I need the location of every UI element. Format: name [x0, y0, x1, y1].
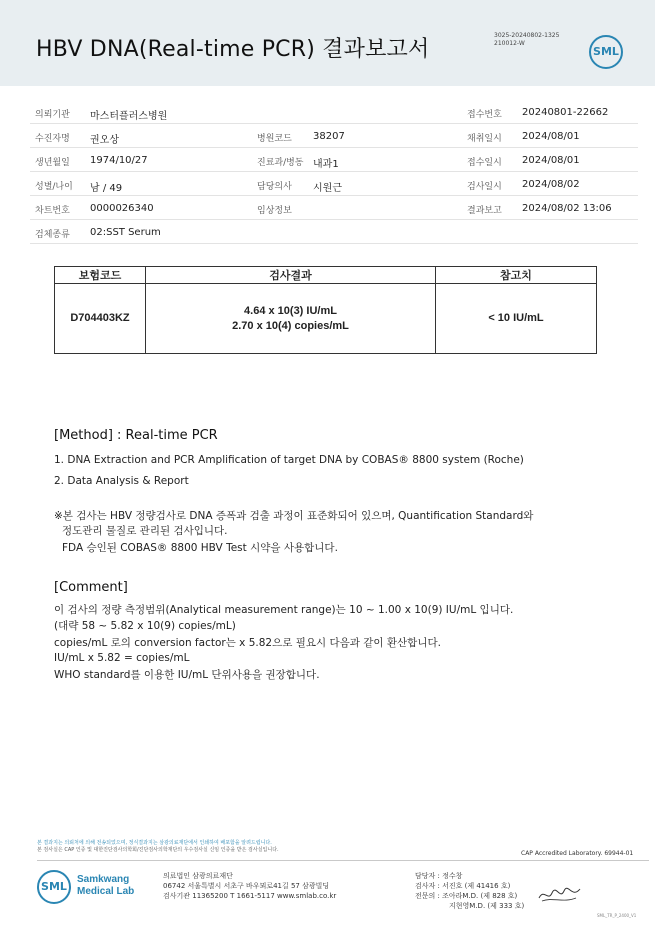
info-row [30, 148, 638, 172]
footer-address [163, 871, 336, 901]
footer-brand [77, 874, 134, 898]
footer-notes [37, 840, 279, 854]
comment-line: IU/mL x 5.82 = copies/mL [54, 652, 190, 664]
comment-line: copies/mL 로의 conversion factor는 x 5.82으로 필요시 다음과 같이 환산합니다. [54, 637, 441, 649]
report-header [0, 0, 655, 86]
test-result-header: 검사결과 [146, 267, 436, 284]
comment-title: [Comment] [54, 580, 128, 595]
staff-line: 검사자 : 서진호 (제 41416 호) [415, 882, 511, 890]
signature-icon [536, 884, 584, 906]
sex-age-label: 성별/나이 [35, 182, 73, 192]
info-row [30, 172, 638, 196]
document-number-line-1: 3025-20240802-1325 [494, 32, 560, 39]
receipt-no-label: 접수번호 [467, 110, 502, 120]
result-iu-value: 4.64 x 10(3) IU/mL [244, 304, 337, 317]
footer-divider [37, 860, 649, 861]
footer-note-2: 본 검사실은 CAP 인증 및 대한진단검사의학회/진단검사의학재단의 우수검사실 신임 인증을 받은 검사실입니다. [37, 847, 279, 853]
insurance-code-cell: D704403KZ [55, 284, 146, 354]
sml-logo-icon: SML [589, 35, 623, 69]
institution-label: 의뢰기관 [35, 110, 70, 120]
insurance-code-header: 보험코드 [55, 267, 146, 284]
brand-line-2: Medical Lab [77, 886, 135, 897]
specimen-value: 02:SST Serum [90, 227, 161, 238]
collection-date-label: 채취일시 [467, 134, 502, 144]
receipt-no-value: 20240801-22662 [522, 107, 609, 118]
doctor-value: 시원근 [313, 183, 342, 194]
footer-sml-logo-icon: SML [37, 870, 71, 904]
result-table [54, 266, 597, 354]
comment-line: WHO standard를 이용한 IU/mL 단위사용을 권장합니다. [54, 669, 320, 681]
test-date-label: 검사일시 [467, 182, 502, 192]
address-line: 06742 서울특별시 서초구 바우뫼로41길 57 삼광빌딩 [163, 882, 330, 890]
brand-line-1: Samkwang [77, 874, 130, 885]
hospital-code-value: 38207 [313, 131, 345, 142]
comment-line: (대략 58 ~ 5.82 x 10(9) copies/mL) [54, 620, 236, 632]
address-line: 검사기관 11365200 T 1661-5117 www.smlab.co.kr [163, 892, 337, 900]
address-line: 의료법인 삼광의료재단 [163, 872, 233, 880]
info-row [30, 220, 638, 244]
document-number-line-2: 210012-W [494, 40, 525, 47]
department-value: 내과1 [313, 159, 339, 170]
method-note: ※본 검사는 HBV 정량검사로 DNA 증폭과 검출 과정이 표준화되어 있으며, Quantification Standard와 [54, 510, 534, 522]
document-number [494, 32, 559, 48]
footer-staff [415, 871, 524, 911]
info-row [30, 100, 638, 124]
reference-header: 참고치 [436, 267, 597, 284]
staff-line: 담당자 : 정수창 [415, 872, 463, 880]
method-line: 1. DNA Extraction and PCR Amplification of target DNA by COBAS® 8800 system (Roche) [54, 454, 524, 466]
receipt-date-label: 접수일시 [467, 158, 502, 168]
clinical-info-label: 임상정보 [257, 206, 292, 216]
comment-line: 이 검사의 정량 측정범위(Analytical measurement range)는 10 ~ 1.00 x 10(9) IU/mL 입니다. [54, 604, 514, 616]
collection-date-value: 2024/08/01 [522, 131, 580, 142]
chart-no-label: 차트번호 [35, 206, 70, 216]
test-date-value: 2024/08/02 [522, 179, 580, 190]
chart-no-value: 0000026340 [90, 203, 154, 214]
receipt-date-value: 2024/08/01 [522, 155, 580, 166]
sex-age-value: 남 / 49 [90, 183, 123, 194]
test-result-cell [146, 284, 436, 354]
hospital-code-label: 병원코드 [257, 134, 292, 144]
patient-info-table [30, 100, 638, 244]
staff-line: 지현영M.D. (제 333 호) [449, 902, 525, 910]
patient-label: 수진자명 [35, 134, 70, 144]
form-code: SML_TR_P_2400_V1 [597, 913, 637, 918]
patient-value: 권오상 [90, 135, 119, 146]
cap-accreditation: CAP Accredited Laboratory. 69944-01 [521, 850, 634, 857]
method-note: 정도관리 물질로 관리된 검사입니다. [62, 525, 228, 537]
info-row [30, 196, 638, 220]
doctor-label: 담당의사 [257, 182, 292, 192]
result-copies-value: 2.70 x 10(4) copies/mL [232, 319, 349, 332]
institution-value: 마스터플러스병원 [90, 111, 168, 122]
info-row [30, 124, 638, 148]
report-date-label: 결과보고 [467, 206, 502, 216]
method-line: 2. Data Analysis & Report [54, 475, 189, 487]
footer-note-1: 본 결과지는 의뢰처에 의해 전송되었으며, 정식결과지는 삼광의료재단에서 인쇄하여 배포함을 알려드립니다. [37, 840, 272, 846]
report-date-value: 2024/08/02 13:06 [522, 203, 612, 214]
department-label: 진료과/병동 [257, 158, 304, 168]
reference-cell: < 10 IU/mL [436, 284, 597, 354]
report-title: HBV DNA(Real-time PCR) 결과보고서 [36, 37, 430, 62]
staff-line: 전문의 : 조아라M.D. (제 828 호) [415, 892, 518, 900]
method-title: [Method] : Real-time PCR [54, 428, 218, 443]
specimen-label: 검체종류 [35, 230, 70, 240]
birth-value: 1974/10/27 [90, 155, 148, 166]
method-note: FDA 승인된 COBAS® 8800 HBV Test 시약을 사용합니다. [62, 542, 338, 554]
birth-label: 생년월일 [35, 158, 70, 168]
